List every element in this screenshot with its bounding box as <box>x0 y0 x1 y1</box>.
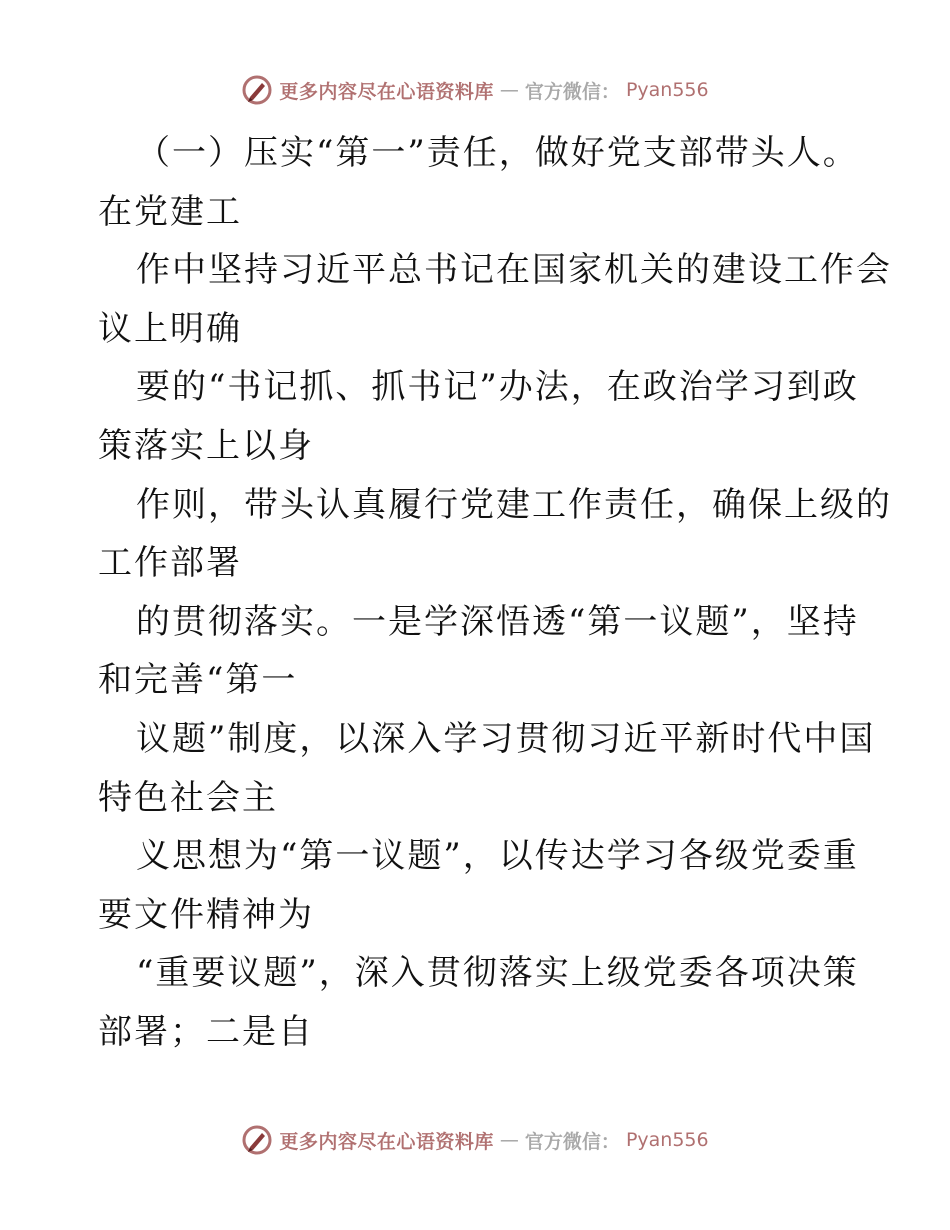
body-line: 要的“书记抓、抓书记”办法，在政治学习到政 <box>136 367 859 408</box>
pen-circle-logo-icon <box>241 74 273 106</box>
document-body <box>98 124 892 1062</box>
body-line: 作中坚持习近平总书记在国家机关的建设工作会 <box>136 250 892 291</box>
body-line: “重要议题”，深入贯彻落实上级党委各项决策 <box>136 953 859 994</box>
body-line: 和完善“第一 <box>98 660 298 701</box>
header-banner-dash: — <box>499 79 519 101</box>
body-line: 工作部署 <box>98 543 242 584</box>
body-line: 在党建工 <box>98 191 242 232</box>
footer-banner-dash: — <box>499 1129 519 1151</box>
body-line: 部署；二是自 <box>98 1011 314 1052</box>
footer-banner-wechat-label: 官方微信： <box>524 1130 620 1153</box>
body-line: 的贯彻落实。一是学深悟透“第一议题”，坚持 <box>136 601 859 642</box>
header-banner-wechat-id: Pyan556 <box>625 79 709 101</box>
body-line: 议上明确 <box>98 308 242 349</box>
pen-circle-logo-icon <box>241 1124 273 1156</box>
body-line: 作则，带头认真履行党建工作责任，确保上级的 <box>136 484 892 525</box>
body-line: 义思想为“第一议题”，以传达学习各级党委重 <box>136 836 859 877</box>
header-banner-text: 更多内容尽在心语资料库 <box>279 80 494 103</box>
footer-watermark <box>0 1120 950 1160</box>
header-banner-wechat-label: 官方微信： <box>524 80 620 103</box>
footer-banner-wechat-id: Pyan556 <box>625 1129 709 1151</box>
body-line: 要文件精神为 <box>98 894 314 935</box>
body-line: 议题”制度，以深入学习贯彻习近平新时代中国 <box>136 718 876 759</box>
header-watermark <box>0 70 950 110</box>
footer-banner-text: 更多内容尽在心语资料库 <box>279 1130 494 1153</box>
body-line: 策落实上以身 <box>98 425 314 466</box>
body-line: 特色社会主 <box>98 777 278 818</box>
body-line: （一）压实“第一”责任，做好党支部带头人。 <box>136 133 859 173</box>
